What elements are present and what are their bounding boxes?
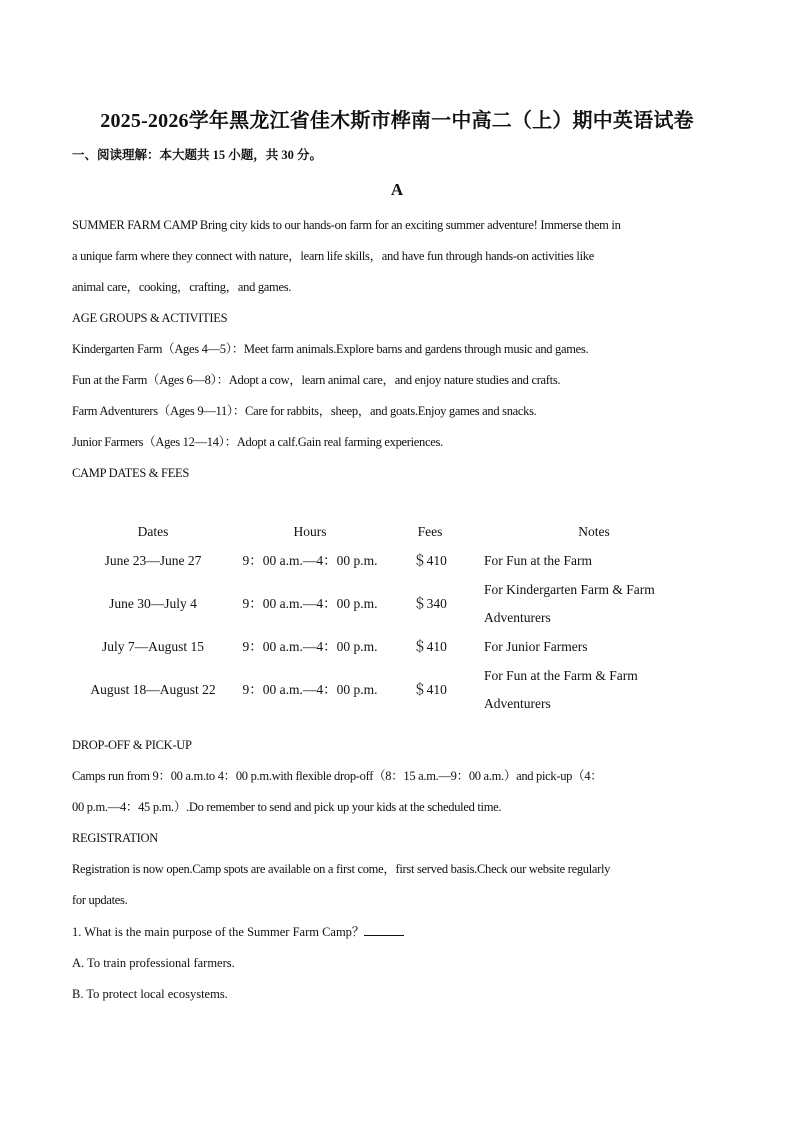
table-header-row [72,518,704,546]
hours-cell: 9：00 a.m.—4：00 p.m. [242,682,378,697]
age-group-line: Junior Farmers（Ages 12—14）：Adopt a calf.Gain real farming experiences. [72,435,443,449]
table-row [72,632,704,662]
question-1 [72,917,404,1010]
date-cell: June 30—July 4 [109,596,197,611]
text-line: Registration is now open.Camp spots are available on a first come，first served basis.Check our website regularly [72,862,611,876]
dropoff-heading: DROP-OFF & PICK-UP [72,738,192,752]
column-header: Notes [578,524,610,539]
date-cell: July 7—August 15 [101,639,204,654]
note-cell: For Fun at the Farm [484,553,592,568]
hours-cell: 9：00 a.m.—4：00 p.m. [242,553,378,568]
table-row [72,662,704,718]
column-header: Hours [293,524,327,539]
registration-heading: REGISTRATION [72,831,158,845]
section-heading: 一、阅读理解：本大题共 15 小题，共 30 分。 [72,148,323,162]
hours-cell: 9：00 a.m.—4：00 p.m. [242,639,378,654]
age-group-line: Fun at the Farm（Ages 6—8）：Adopt a cow，learn animal care，and enjoy nature studies and crafts. [72,373,561,387]
age-group-line: Farm Adventurers（Ages 9—11）：Care for rabbits，sheep，and goats.Enjoy games and snacks. [72,404,537,418]
note-cell: For Fun at the Farm & Farm Adventurers [484,668,638,711]
camp-dates-heading: CAMP DATES & FEES [72,466,190,480]
camp-dates-table [72,518,704,718]
age-groups-heading: AGE GROUPS & ACTIVITIES [72,311,228,325]
text-line: a unique farm where they connect with nature，learn life skills，and have fun through hands-on activities like [72,249,594,263]
table-row [72,546,704,576]
text-line: for updates. [72,893,128,907]
fee-cell: ＄410 [413,553,447,568]
page-title: 2025-2026学年黑龙江省佳木斯市桦南一中高二（上）期中英语试卷 [100,110,694,132]
fee-cell: ＄410 [413,639,447,654]
fee-cell: ＄340 [413,596,447,611]
passage-intro [72,210,724,489]
column-header: Dates [137,524,169,539]
question-stem [72,917,404,948]
passage-logistics [72,730,724,916]
table-row [72,576,704,632]
age-group-line: Kindergarten Farm（Ages 4—5）：Meet farm animals.Explore barns and gardens through music and games. [72,342,589,356]
text-line: Camps run from 9：00 a.m.to 4：00 p.m.with flexible drop-off（8：15 a.m.—9：00 a.m.）and pick-up（4： [72,769,603,783]
text-line: 00 p.m.—4：45 p.m.）.Do remember to send and pick up your kids at the scheduled time. [72,800,502,814]
column-header: Fees [417,524,443,539]
date-cell: June 23—June 27 [104,553,202,568]
text-line: animal care，cooking，crafting，and games. [72,280,292,294]
answer-option[interactable]: A. To train professional farmers. [72,956,235,970]
answer-option[interactable]: B. To protect local ecosystems. [72,987,228,1001]
date-cell: August 18—August 22 [90,682,216,697]
fee-cell: ＄410 [413,682,447,697]
answer-blank[interactable] [364,923,404,936]
part-label: A [390,180,404,199]
text-line: SUMMER FARM CAMP Bring city kids to our hands-on farm for an exciting summer adventure! Immerse them in [72,218,621,232]
note-cell: For Kindergarten Farm & Farm Adventurers [484,582,655,625]
hours-cell: 9：00 a.m.—4：00 p.m. [242,596,378,611]
question-text: 1. What is the main purpose of the Summer Farm Camp？ [72,925,365,939]
note-cell: For Junior Farmers [484,639,588,654]
